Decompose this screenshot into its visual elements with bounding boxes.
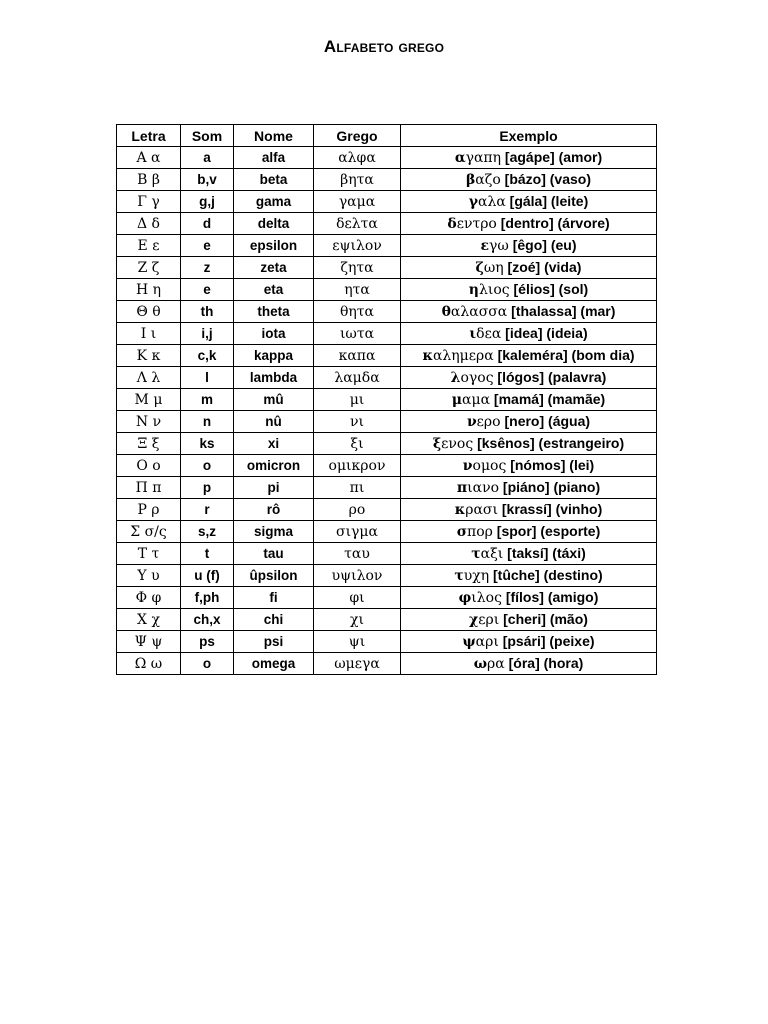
example-translation: [zoé] (vida)	[503, 259, 582, 275]
cell-letra: Θ θ	[117, 301, 181, 323]
cell-letra: Ν ν	[117, 411, 181, 433]
cell-exemplo	[401, 235, 657, 257]
cell-grego: σιγμα	[314, 521, 401, 543]
cell-grego: ητα	[314, 279, 401, 301]
cell-exemplo	[401, 411, 657, 433]
example-greek-word: ερι	[478, 612, 500, 628]
example-translation: [êgo] (eu)	[508, 237, 577, 253]
example-initial-letter: φ	[458, 590, 472, 606]
example-translation: [kaleméra] (bom dia)	[493, 347, 635, 363]
example-translation: [lógos] (palavra)	[493, 369, 607, 385]
cell-grego: νι	[314, 411, 401, 433]
cell-exemplo	[401, 565, 657, 587]
table-row	[117, 257, 657, 279]
cell-exemplo	[401, 147, 657, 169]
cell-nome: nû	[234, 411, 314, 433]
header-grego: Grego	[314, 125, 401, 147]
cell-nome: epsilon	[234, 235, 314, 257]
example-initial-letter: ε	[480, 238, 490, 254]
table-row	[117, 345, 657, 367]
cell-nome: mû	[234, 389, 314, 411]
example-greek-word: λιος	[478, 282, 510, 298]
example-translation: [dentro] (árvore)	[496, 215, 610, 231]
example-initial-letter: γ	[468, 194, 478, 210]
table-row	[117, 279, 657, 301]
cell-exemplo	[401, 345, 657, 367]
example-greek-word: ιανο	[467, 480, 500, 496]
example-initial-letter: χ	[469, 612, 479, 628]
example-translation: [spor] (esporte)	[492, 523, 601, 539]
cell-nome: fi	[234, 587, 314, 609]
example-translation: [fílos] (amigo)	[501, 589, 599, 605]
cell-nome: psi	[234, 631, 314, 653]
cell-letra: Ο ο	[117, 455, 181, 477]
cell-letra: Χ χ	[117, 609, 181, 631]
cell-som: e	[181, 279, 234, 301]
example-translation: [thalassa] (mar)	[507, 303, 616, 319]
cell-exemplo	[401, 477, 657, 499]
example-translation: [mamá] (mamãe)	[490, 391, 606, 407]
table-row	[117, 323, 657, 345]
example-greek-word: πορ	[467, 524, 493, 540]
example-greek-word: αλα	[478, 194, 506, 210]
table-row	[117, 653, 657, 675]
cell-som: th	[181, 301, 234, 323]
cell-letra: Ε ε	[117, 235, 181, 257]
cell-exemplo	[401, 323, 657, 345]
example-translation: [krassí] (vinho)	[497, 501, 603, 517]
cell-som: m	[181, 389, 234, 411]
cell-exemplo	[401, 169, 657, 191]
cell-grego: ταυ	[314, 543, 401, 565]
cell-som: b,v	[181, 169, 234, 191]
cell-grego: ξι	[314, 433, 401, 455]
cell-som: ps	[181, 631, 234, 653]
cell-som: u (f)	[181, 565, 234, 587]
cell-nome: iota	[234, 323, 314, 345]
example-initial-letter: μ	[451, 392, 463, 408]
example-translation: [tûche] (destino)	[489, 567, 603, 583]
cell-letra: Κ κ	[117, 345, 181, 367]
cell-exemplo	[401, 455, 657, 477]
example-initial-letter: τ	[471, 546, 481, 562]
cell-grego: υψιλον	[314, 565, 401, 587]
table-row	[117, 587, 657, 609]
example-initial-letter: ω	[473, 656, 488, 672]
cell-grego: βητα	[314, 169, 401, 191]
table-row	[117, 411, 657, 433]
example-translation: [taksí] (táxi)	[503, 545, 586, 561]
table-row	[117, 213, 657, 235]
cell-letra: Π π	[117, 477, 181, 499]
cell-letra: Σ σ/ς	[117, 521, 181, 543]
cell-som: o	[181, 653, 234, 675]
example-greek-word: ογος	[460, 370, 494, 386]
cell-letra: Δ δ	[117, 213, 181, 235]
example-translation: [cheri] (mão)	[499, 611, 588, 627]
cell-grego: λαμδα	[314, 367, 401, 389]
cell-grego: φι	[314, 587, 401, 609]
table-row	[117, 389, 657, 411]
example-greek-word: γαπη	[465, 150, 502, 166]
example-greek-word: υχη	[463, 568, 490, 584]
cell-nome: omicron	[234, 455, 314, 477]
cell-grego: ωμεγα	[314, 653, 401, 675]
cell-nome: lambda	[234, 367, 314, 389]
example-greek-word: ιλος	[471, 590, 502, 606]
cell-letra: Ι ι	[117, 323, 181, 345]
table-row	[117, 477, 657, 499]
cell-grego: αλφα	[314, 147, 401, 169]
greek-alphabet-table	[116, 124, 657, 675]
example-translation: [óra] (hora)	[504, 655, 584, 671]
example-greek-word: δεα	[476, 326, 502, 342]
example-initial-letter: κ	[422, 348, 433, 364]
table-row	[117, 499, 657, 521]
example-greek-word: ομος	[472, 458, 507, 474]
header-som: Som	[181, 125, 234, 147]
cell-letra: Μ μ	[117, 389, 181, 411]
example-greek-word: ενος	[441, 436, 474, 452]
cell-nome: xi	[234, 433, 314, 455]
cell-som: o	[181, 455, 234, 477]
cell-som: c,k	[181, 345, 234, 367]
example-translation: [psári] (peixe)	[498, 633, 595, 649]
example-initial-letter: θ	[441, 304, 451, 320]
example-translation: [nómos] (lei)	[506, 457, 595, 473]
example-greek-word: αζο	[475, 172, 501, 188]
example-translation: [élios] (sol)	[509, 281, 589, 297]
cell-exemplo	[401, 543, 657, 565]
cell-som: t	[181, 543, 234, 565]
cell-nome: delta	[234, 213, 314, 235]
cell-grego: θητα	[314, 301, 401, 323]
cell-letra: Ξ ξ	[117, 433, 181, 455]
cell-som: r	[181, 499, 234, 521]
cell-nome: alfa	[234, 147, 314, 169]
example-greek-word: αξι	[480, 546, 504, 562]
cell-grego: ψι	[314, 631, 401, 653]
example-translation: [agápe] (amor)	[501, 149, 603, 165]
cell-grego: πι	[314, 477, 401, 499]
table-row	[117, 433, 657, 455]
cell-letra: Λ λ	[117, 367, 181, 389]
example-initial-letter: π	[456, 480, 468, 496]
table-row	[117, 609, 657, 631]
cell-som: p	[181, 477, 234, 499]
table-row	[117, 147, 657, 169]
header-exemplo: Exemplo	[401, 125, 657, 147]
example-initial-letter: ι	[469, 326, 477, 342]
cell-nome: tau	[234, 543, 314, 565]
cell-exemplo	[401, 191, 657, 213]
cell-grego: χι	[314, 609, 401, 631]
example-greek-word: γω	[489, 238, 509, 254]
table-header-row	[117, 125, 657, 147]
cell-nome: zeta	[234, 257, 314, 279]
cell-grego: εψιλον	[314, 235, 401, 257]
cell-nome: rô	[234, 499, 314, 521]
table-row	[117, 521, 657, 543]
cell-grego: ρο	[314, 499, 401, 521]
example-initial-letter: ψ	[462, 634, 476, 650]
example-translation: [bázo] (vaso)	[500, 171, 591, 187]
example-greek-word: ωη	[483, 260, 504, 276]
cell-grego: γαμα	[314, 191, 401, 213]
cell-nome: omega	[234, 653, 314, 675]
table-row	[117, 301, 657, 323]
cell-letra: Υ υ	[117, 565, 181, 587]
example-translation: [idea] (ideia)	[501, 325, 588, 341]
example-greek-word: ερο	[476, 414, 501, 430]
example-greek-word: εντρο	[456, 216, 497, 232]
cell-exemplo	[401, 367, 657, 389]
example-translation: [piáno] (piano)	[499, 479, 601, 495]
cell-nome: eta	[234, 279, 314, 301]
cell-exemplo	[401, 279, 657, 301]
example-initial-letter: σ	[456, 524, 468, 540]
example-translation: [ksênos] (estrangeiro)	[473, 435, 625, 451]
cell-grego: ζητα	[314, 257, 401, 279]
cell-nome: pi	[234, 477, 314, 499]
example-initial-letter: ν	[462, 458, 473, 474]
cell-exemplo	[401, 631, 657, 653]
cell-som: z	[181, 257, 234, 279]
cell-nome: chi	[234, 609, 314, 631]
cell-som: ch,x	[181, 609, 234, 631]
table-row	[117, 631, 657, 653]
example-greek-word: αλημερα	[432, 348, 494, 364]
cell-letra: Ρ ρ	[117, 499, 181, 521]
cell-som: f,ph	[181, 587, 234, 609]
cell-letra: Ω ω	[117, 653, 181, 675]
cell-letra: Ζ ζ	[117, 257, 181, 279]
cell-som: l	[181, 367, 234, 389]
header-letra: Letra	[117, 125, 181, 147]
cell-exemplo	[401, 389, 657, 411]
cell-som: e	[181, 235, 234, 257]
cell-exemplo	[401, 301, 657, 323]
cell-som: a	[181, 147, 234, 169]
example-translation: [nero] (água)	[500, 413, 591, 429]
cell-nome: theta	[234, 301, 314, 323]
table-row	[117, 565, 657, 587]
cell-nome: beta	[234, 169, 314, 191]
example-greek-word: ρασι	[465, 502, 498, 518]
cell-letra: Γ γ	[117, 191, 181, 213]
cell-exemplo	[401, 499, 657, 521]
table-row	[117, 235, 657, 257]
example-initial-letter: τ	[454, 568, 464, 584]
cell-letra: Β β	[117, 169, 181, 191]
cell-exemplo	[401, 433, 657, 455]
cell-som: i,j	[181, 323, 234, 345]
cell-som: g,j	[181, 191, 234, 213]
example-initial-letter: λ	[450, 370, 461, 386]
cell-letra: Α α	[117, 147, 181, 169]
cell-som: ks	[181, 433, 234, 455]
cell-nome: kappa	[234, 345, 314, 367]
example-initial-letter: β	[465, 172, 476, 188]
example-greek-word: αλασσα	[450, 304, 508, 320]
cell-grego: ομικρον	[314, 455, 401, 477]
cell-letra: Τ τ	[117, 543, 181, 565]
table-row	[117, 367, 657, 389]
example-initial-letter: ξ	[432, 436, 442, 452]
cell-letra: Η η	[117, 279, 181, 301]
header-nome: Nome	[234, 125, 314, 147]
cell-grego: ιωτα	[314, 323, 401, 345]
cell-nome: ûpsilon	[234, 565, 314, 587]
cell-grego: μι	[314, 389, 401, 411]
cell-nome: gama	[234, 191, 314, 213]
cell-nome: sigma	[234, 521, 314, 543]
cell-som: d	[181, 213, 234, 235]
cell-letra: Φ φ	[117, 587, 181, 609]
cell-exemplo	[401, 521, 657, 543]
cell-som: n	[181, 411, 234, 433]
table-row	[117, 169, 657, 191]
table-row	[117, 455, 657, 477]
example-initial-letter: ν	[466, 414, 477, 430]
cell-exemplo	[401, 257, 657, 279]
cell-grego: καπα	[314, 345, 401, 367]
cell-exemplo	[401, 213, 657, 235]
example-greek-word: αμα	[462, 392, 491, 408]
cell-som: s,z	[181, 521, 234, 543]
cell-grego: δελτα	[314, 213, 401, 235]
page-title: Alfabeto grego	[323, 37, 445, 56]
cell-letra: Ψ ψ	[117, 631, 181, 653]
example-initial-letter: δ	[447, 216, 457, 232]
example-greek-word: ρα	[487, 656, 505, 672]
table-row	[117, 543, 657, 565]
example-translation: [gála] (leite)	[505, 193, 589, 209]
example-initial-letter: ζ	[475, 260, 484, 276]
table-row	[117, 191, 657, 213]
example-initial-letter: α	[454, 150, 466, 166]
cell-exemplo	[401, 653, 657, 675]
example-greek-word: αρι	[475, 634, 499, 650]
example-initial-letter: κ	[454, 502, 466, 518]
cell-exemplo	[401, 609, 657, 631]
example-initial-letter: η	[468, 282, 479, 298]
cell-exemplo	[401, 587, 657, 609]
